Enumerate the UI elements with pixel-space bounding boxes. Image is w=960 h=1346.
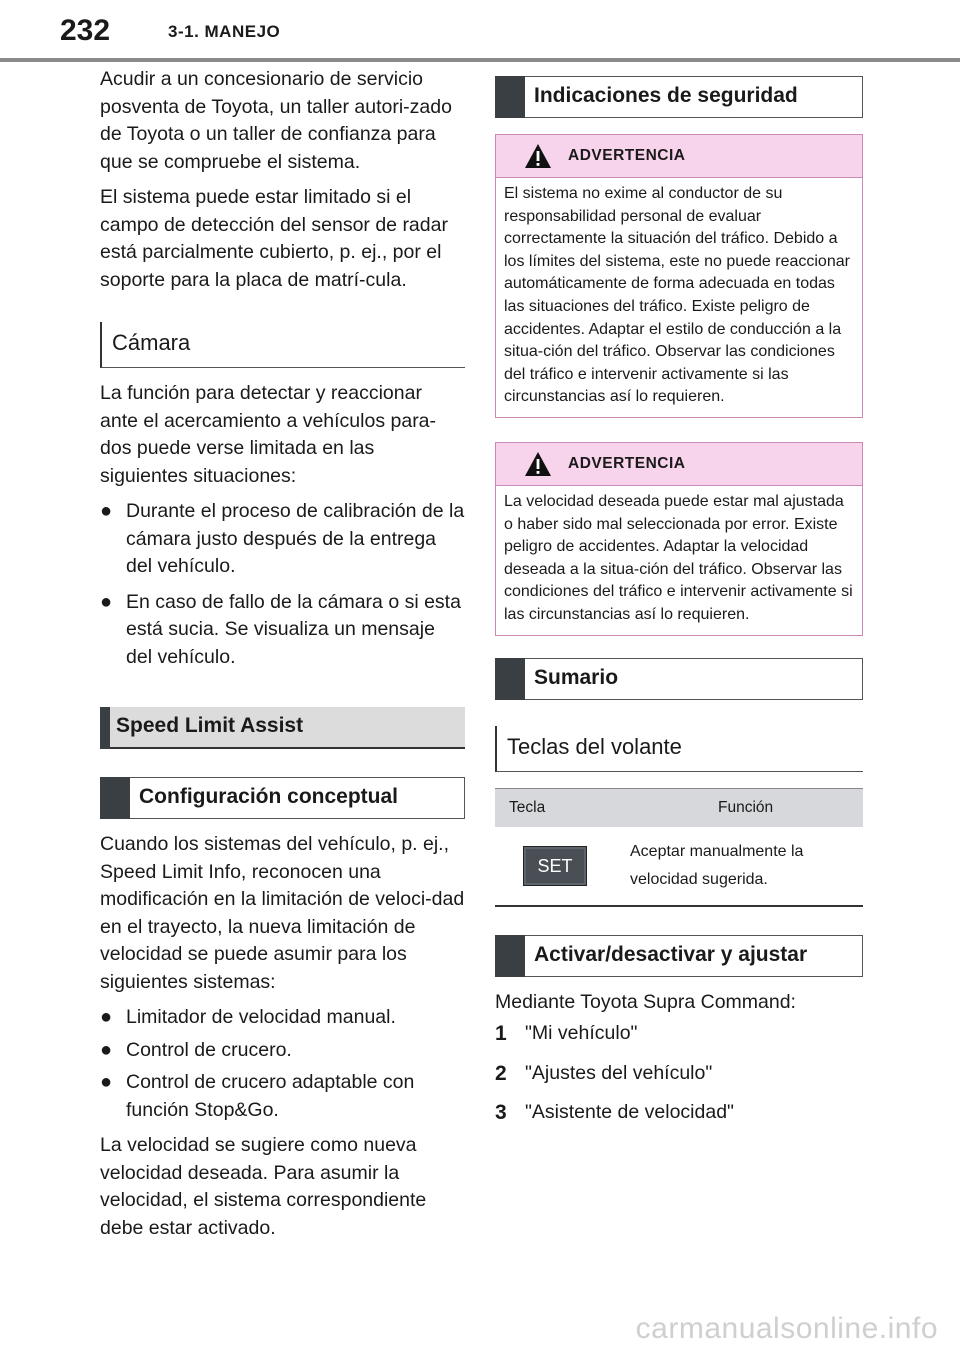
camera-bullet-list xyxy=(100,498,465,671)
warning-label: ADVERTENCIA xyxy=(568,454,686,472)
step-text: "Mi vehículo" xyxy=(525,1022,638,1044)
right-column xyxy=(495,76,863,1127)
step-text: "Asistente de velocidad" xyxy=(525,1101,734,1123)
speed-limit-assist-heading xyxy=(100,707,465,749)
page-header xyxy=(0,0,960,62)
safety-heading-text: Indicaciones de seguridad xyxy=(534,84,798,107)
table-header-key: Tecla xyxy=(495,788,630,827)
list-item xyxy=(100,1069,465,1124)
bullet-text: Durante el proceso de calibración de la cámara justo después de la entrega del vehículo. xyxy=(126,500,465,577)
activate-heading-text: Activar/desactivar y ajustar xyxy=(534,942,808,966)
concept-paragraph-2: La velocidad se sugiere como nueva velocidad deseada. Para asumir la velocidad, el sistema correspondiente debe estar activado. xyxy=(100,1134,427,1239)
list-item xyxy=(495,1099,863,1127)
wheel-keys-heading-text: Teclas del volante xyxy=(507,733,682,759)
intro-paragraph-1: Acudir a un concesionario de servicio posventa de Toyota, un taller autori-zado de Toyota o un taller de confianza para que se compruebe el sistema. xyxy=(100,68,452,173)
heading-bar xyxy=(495,658,525,700)
warning-text: La velocidad deseada puede estar mal ajustada o haber sido mal seleccionada por error. Existe peligro de accidentes. Adaptar la velocidad deseada a la situa-ción del tráfico. Observar las condiciones del tráfico e intervenir activamente si las circunstancias así lo requieren. xyxy=(504,492,853,623)
step-number: 2 xyxy=(495,1061,507,1085)
table-header-function: Función xyxy=(630,788,863,827)
list-item xyxy=(100,498,465,581)
intro-paragraph-2: El sistema puede estar limitado si el campo de detección del sensor de radar está parcialmente cubierto, p. ej., por el soporte para la placa de matrí-cula. xyxy=(100,186,448,291)
concept-heading-text: Configuración conceptual xyxy=(139,785,399,808)
concept-heading xyxy=(100,777,465,819)
bullet-icon: ● xyxy=(100,1038,113,1061)
warning-box-1 xyxy=(495,134,863,418)
bullet-icon: ● xyxy=(100,1006,113,1028)
steps-list xyxy=(495,1020,863,1127)
table-row xyxy=(495,827,863,906)
list-item xyxy=(495,1020,863,1048)
left-column xyxy=(100,66,465,1242)
step-number: 3 xyxy=(495,1101,507,1124)
list-item xyxy=(100,1037,465,1065)
bullet-text: Control de crucero. xyxy=(126,1038,292,1061)
summary-heading-text: Sumario xyxy=(534,665,619,689)
warning-header xyxy=(496,443,862,486)
keys-table xyxy=(495,788,863,907)
list-item xyxy=(100,589,465,672)
activate-heading xyxy=(495,935,863,977)
step-text: "Ajustes del vehículo" xyxy=(525,1061,713,1084)
header-rule xyxy=(0,58,960,62)
set-key: SET xyxy=(523,846,587,886)
camera-heading-text: Cámara xyxy=(112,330,191,355)
warning-label: ADVERTENCIA xyxy=(568,147,686,164)
wheel-keys-heading xyxy=(495,726,863,772)
key-cell xyxy=(495,827,630,906)
warning-triangle-icon xyxy=(524,451,552,477)
safety-heading xyxy=(495,76,863,118)
section-title: 3-1. MANEJO xyxy=(168,22,281,41)
camera-heading xyxy=(100,322,465,368)
bullet-icon: ● xyxy=(100,500,113,522)
watermark: carmanualsonline.info xyxy=(635,1312,938,1345)
warning-text: El sistema no exime al conductor de su responsabilidad personal de evaluar correctamente la situación del tráfico. Debido a los límites del sistema, este no puede reaccionar automáticamente de forma adecuada en todas las situaciones del tráfico. Existe peligro de accidentes. Adaptar el estilo de conducción a la situa-ción del tráfico. Observar las condiciones del tráfico e intervenir activamente si las circunstancias así lo requieren. xyxy=(504,185,850,406)
bullet-text: Control de crucero adaptable con función Stop&Go. xyxy=(126,1071,415,1121)
heading-bar xyxy=(100,777,130,819)
summary-heading xyxy=(495,658,863,700)
list-item xyxy=(495,1060,863,1088)
heading-bar xyxy=(495,76,525,118)
warning-box-2 xyxy=(495,442,863,636)
camera-paragraph: La función para detectar y reaccionar ante el acercamiento a vehículos para-dos puede verse limitada en las siguientes situaciones: xyxy=(100,382,437,487)
concept-paragraph: Cuando los sistemas del vehículo, p. ej., Speed Limit Info, reconocen una modificación en la limitación de veloci-dad en el trayecto, la nueva limitación de velocidad se puede asumir para los siguientes sistemas: xyxy=(100,833,465,993)
bullet-icon: ● xyxy=(100,1071,113,1093)
warning-header xyxy=(496,135,862,178)
command-intro: Mediante Toyota Supra Command: xyxy=(495,990,796,1013)
heading-bar xyxy=(495,935,525,977)
page-number: 232 xyxy=(60,14,111,47)
bullet-text: Limitador de velocidad manual. xyxy=(126,1006,396,1028)
list-item xyxy=(100,1004,465,1032)
table-header-row xyxy=(495,788,863,827)
bullet-icon: ● xyxy=(100,590,113,613)
heading-bar xyxy=(100,707,110,749)
bullet-text: En caso de fallo de la cámara o si esta está sucia. Se visualiza un mensaje del vehículo. xyxy=(126,590,461,668)
speed-limit-assist-heading-text: Speed Limit Assist xyxy=(116,714,304,737)
concept-bullet-list xyxy=(100,1004,465,1124)
warning-triangle-icon xyxy=(524,143,552,169)
step-number: 1 xyxy=(495,1022,507,1045)
function-cell: Aceptar manualmente la velocidad sugerida. xyxy=(630,827,863,906)
